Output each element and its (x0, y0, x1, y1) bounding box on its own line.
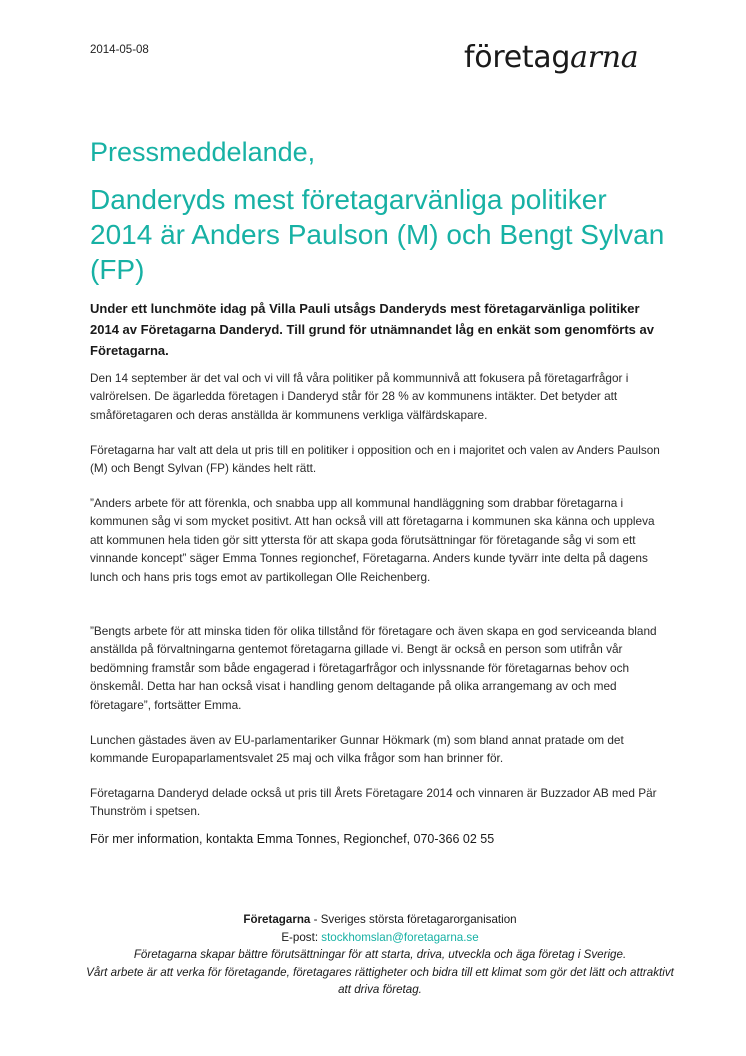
contact-info: För mer information, kontakta Emma Tonnes, Regionchef, 070-366 02 55 (90, 832, 495, 846)
footer-email-label: E-post: (281, 930, 322, 944)
press-date: 2014-05-08 (90, 44, 149, 56)
body-paragraph-1: Den 14 september är det val och vi vill få våra politiker på kommunnivå att fokusera på företagarfrågor i valrörelsen. De ägarledda företagen i Danderyd står för 28 % av kommunens intäkter. Det betyder att småföretagaren och deras anställda är kommunens verkliga välfärdskapare. (90, 371, 629, 422)
footer-mission-1: Företagarna skapar bättre förutsättningar för att starta, driva, utveckla och äga företag i Sverige. (133, 948, 627, 961)
footer-org-desc: - Sveriges största företagarorganisation (310, 913, 517, 926)
footer (80, 911, 680, 999)
body-paragraph-2: Företagarna har valt att dela ut pris till en politiker i opposition och en i majoritet och valen av Anders Paulson (M) och Bengt Sylvan (FP) kändes helt rätt. (90, 443, 660, 476)
body-paragraph-4: ”Bengts arbete för att minska tiden för olika tillstånd för företagare och även skapa en god serviceanda bland anställda på förvaltningarna gentemot företagarna gillade vi. Bengt är också en person som utifrån vår bedömning framstår som både engagerad i företagarfrågor och inlyssnande för företagarnas behov och önskemål. Detta har han också visat i handling genom deltagande på olika arrangemang av och med företagare”, fortsätter Emma. (90, 624, 657, 712)
body-paragraph-3: ”Anders arbete för att förenkla, och snabba upp all kommunal handläggning som drabbar företagarna i kommunen såg vi som mycket positivt. Att han också vill att företagarna i kommunen ska känna och uppleva att kommunen hela tiden gör sitt yttersta för att skapa goda förutsättningar för företagande såg vi som ett vinnande koncept” säger Emma Tonnes regionchef, Företagarna. Anders kunde tyvärr inte delta på dagens lunch och hans pris togs emot av partikollegan Olle Reichenberg. (90, 496, 655, 584)
footer-org-line (80, 911, 680, 929)
logo-text-upright: företag (464, 40, 571, 75)
press-release-label: Pressmeddelande, (90, 137, 316, 167)
footer-email-link[interactable]: stockhomslan@foretagarna.se (321, 930, 479, 944)
footer-email-line (80, 929, 680, 947)
footer-mission-2: Vårt arbete är att verka för företagande, företagares rättigheter och bidra till ett klimat som gör det lätt och attraktivt att driva företag. (86, 965, 674, 996)
body-paragraph-5: Lunchen gästades även av EU-parlamentariker Gunnar Hökmark (m) som bland annat pratade om det kommande Europaparlamentsvalet 25 maj och vilka frågor som han brinner för. (90, 733, 624, 766)
lead-paragraph: Under ett lunchmöte idag på Villa Pauli utsågs Danderyds mest företagarvänliga politiker 2014 av Företagarna Danderyd. Till grund för utnämnandet låg en enkät som genomförts av Företagarna. (90, 301, 654, 358)
headline: Danderyds mest företagarvänliga politiker 2014 är Anders Paulson (M) och Bengt Sylvan (FP) (90, 184, 665, 285)
footer-org-name: Företagarna (243, 913, 311, 926)
body-paragraph-6: Företagarna Danderyd delade också ut pris till Årets Företagare 2014 och vinnaren är Buzzador AB med Pär Thunström i spetsen. (90, 786, 657, 819)
logo-text-italic: arna (570, 40, 639, 75)
foretagarna-logo (464, 40, 638, 75)
